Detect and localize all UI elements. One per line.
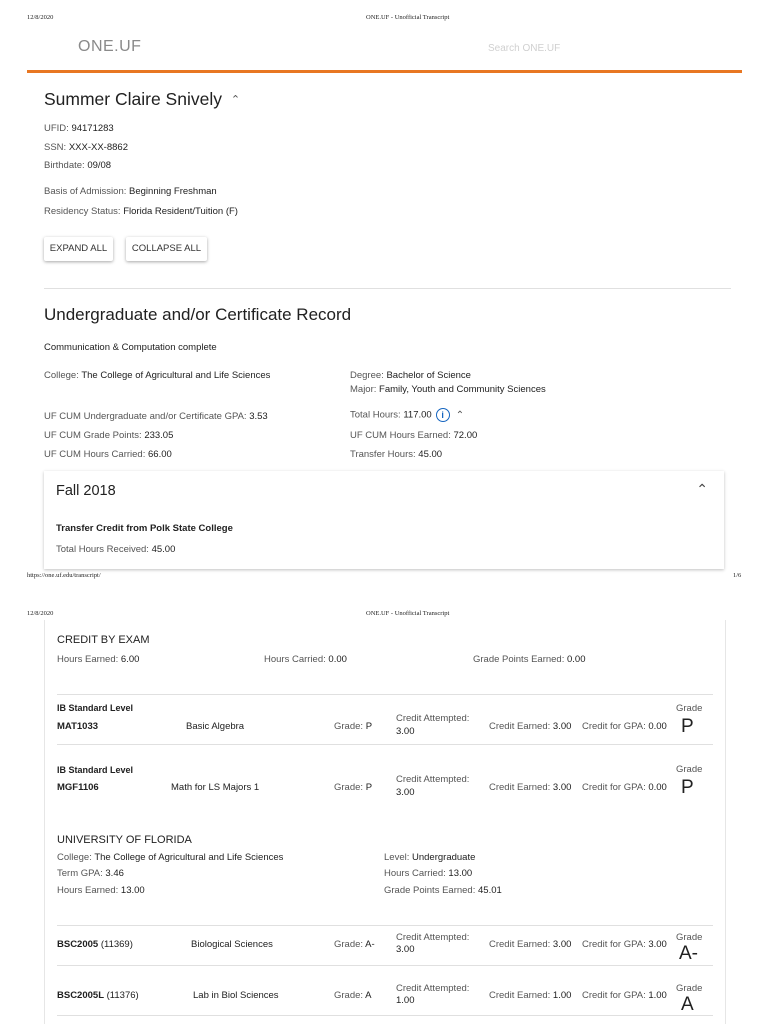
uf-college-value: The College of Agricultural and Life Sciences (94, 852, 284, 863)
total-hours-value: 117.00 (403, 409, 432, 421)
student-name-text: Summer Claire Snively (44, 89, 222, 109)
credit-earned-label: Credit Earned: (489, 990, 551, 1001)
exam-section-title: CREDIT BY EXAM (57, 634, 150, 646)
birthdate-row (44, 160, 111, 171)
total-hours-received-row (56, 544, 175, 555)
print-url: https://one.uf.edu/transcript/ (27, 572, 101, 579)
credit-attempted-label: Credit Attempted: (396, 932, 470, 943)
exam-hours-carried-label: Hours Carried: (264, 654, 326, 665)
ssn-row (44, 142, 128, 153)
uf-grade-points-label: Grade Points Earned: (384, 885, 476, 896)
uf-hours-earned-value: 13.00 (120, 885, 145, 896)
credit-gpa-value: 0.00 (648, 782, 667, 793)
chevron-up-icon[interactable]: ⌃ (696, 481, 708, 497)
print-date: 12/8/2020 (27, 610, 54, 617)
course-id: (11369) (100, 939, 133, 950)
total-hours-received-value: 45.00 (151, 544, 176, 555)
grade-value: P (365, 782, 373, 793)
total-hours-received-label: Total Hours Received: (56, 544, 149, 555)
college-row (44, 370, 270, 381)
credit-attempted-value: 3.00 (396, 944, 415, 955)
ssn-value: XXX-XX-8862 (68, 142, 128, 153)
divider (57, 694, 713, 695)
divider (57, 925, 713, 926)
credit-gpa-label: Credit for GPA: (582, 721, 646, 732)
credit-earned-value: 3.00 (552, 782, 572, 793)
cum-gpa-row (44, 411, 268, 422)
uf-section-title: UNIVERSITY OF FLORIDA (57, 834, 192, 846)
degree-value: Bachelor of Science (386, 370, 471, 381)
exam-hours-earned-label: Hours Earned: (57, 654, 119, 665)
expand-all-button[interactable]: EXPAND ALL (44, 237, 113, 261)
basis-row (44, 186, 217, 197)
grade-label: Grade: (334, 782, 364, 793)
chevron-up-icon[interactable]: ⌃ (230, 94, 241, 106)
credit-earned-label: Credit Earned: (489, 939, 551, 950)
residency-label: Residency Status: (44, 206, 121, 217)
cum-hours-earned-value: 72.00 (453, 430, 478, 441)
exam-hours-earned-value: 6.00 (120, 654, 140, 665)
grade-header: Grade (676, 983, 703, 994)
credit-attempted-label: Credit Attempted: (396, 774, 470, 785)
transfer-hours-row (350, 449, 442, 460)
divider (57, 744, 713, 745)
term-card-fall-2018 (44, 471, 724, 569)
credit-attempted-label: Credit Attempted: (396, 713, 470, 724)
collapse-all-button[interactable]: COLLAPSE ALL (126, 237, 207, 261)
credit-earned-label: Credit Earned: (489, 782, 551, 793)
uf-hours-carried-value: 13.00 (448, 868, 473, 879)
birthdate-value: 09/08 (87, 160, 112, 171)
course-code: MAT1033 (57, 721, 99, 732)
student-name[interactable] (44, 89, 240, 110)
term-title[interactable]: Fall 2018 (56, 483, 116, 499)
print-page: 1/6 (733, 572, 742, 579)
cum-hours-carried-value: 66.00 (148, 449, 172, 460)
transfer-source: Transfer Credit from Polk State College (56, 523, 233, 534)
major-value: Family, Youth and Community Sciences (379, 384, 546, 395)
course-id: (11376) (106, 990, 139, 1001)
college-value: The College of Agricultural and Life Sciences (81, 370, 271, 381)
cum-grade-points-value: 233.05 (144, 430, 174, 441)
residency-value: Florida Resident/Tuition (F) (123, 206, 238, 217)
grade-label: Grade: (334, 990, 364, 1001)
course-name: Basic Algebra (186, 721, 245, 732)
credit-attempted-value: 1.00 (396, 995, 415, 1006)
cum-grade-points-label: UF CUM Grade Points: (44, 430, 142, 441)
ufid-row (44, 123, 114, 134)
print-doc-title: ONE.UF - Unofficial Transcript (366, 14, 450, 21)
course-row[interactable] (57, 927, 713, 965)
record-title: Undergraduate and/or Certificate Record (44, 305, 352, 324)
credit-earned-value: 3.00 (552, 939, 572, 950)
course-code: BSC2005L (57, 990, 104, 1001)
grade-header: Grade (676, 764, 703, 775)
credit-gpa-label: Credit for GPA: (582, 939, 646, 950)
uf-hours-carried-label: Hours Carried: (384, 868, 446, 879)
credit-earned-value: 1.00 (552, 990, 572, 1001)
cum-gpa-value: 3.53 (249, 411, 268, 422)
comm-status: Communication & Computation complete (44, 342, 217, 353)
credit-gpa-value: 1.00 (648, 990, 667, 1001)
credit-earned-label: Credit Earned: (489, 721, 551, 732)
birthdate-label: Birthdate: (44, 160, 85, 171)
uf-grade-points-value: 45.01 (478, 885, 502, 896)
cum-hours-earned-label: UF CUM Hours Earned: (350, 430, 451, 441)
total-hours-label: Total Hours: (350, 409, 401, 421)
course-name: Lab in Biol Sciences (193, 990, 279, 1001)
grade-label: Grade: (334, 721, 364, 732)
uf-college-label: College: (57, 852, 92, 863)
credit-gpa-value: 0.00 (648, 721, 667, 732)
search-input[interactable]: Search ONE.UF (488, 43, 561, 54)
basis-label: Basis of Admission: (44, 186, 127, 197)
credit-attempted-value: 3.00 (396, 726, 415, 737)
uf-level-row (384, 852, 475, 863)
uf-term-gpa-row (57, 868, 124, 879)
major-label: Major: (350, 384, 377, 395)
uf-hours-earned-label: Hours Earned: (57, 885, 119, 896)
course-source: IB Standard Level (57, 703, 134, 713)
course-source: IB Standard Level (57, 765, 134, 775)
grade-value: P (365, 721, 373, 732)
basis-value: Beginning Freshman (129, 186, 217, 197)
credit-gpa-label: Credit for GPA: (582, 782, 646, 793)
cum-grade-points-row (44, 430, 173, 441)
course-code: MGF1106 (57, 782, 99, 793)
print-date: 12/8/2020 (27, 14, 54, 21)
credit-gpa-label: Credit for GPA: (582, 990, 646, 1001)
grade-header: Grade (676, 932, 703, 943)
divider (57, 965, 713, 966)
course-name: Math for LS Majors 1 (171, 782, 260, 793)
print-doc-title: ONE.UF - Unofficial Transcript (366, 610, 450, 617)
ufid-value: 94171283 (71, 123, 114, 134)
grade-header: Grade (676, 703, 703, 714)
grade-large: A- (679, 943, 698, 964)
degree-row (350, 370, 471, 381)
exam-grade-points-row (473, 654, 586, 665)
course-code: BSC2005 (57, 939, 99, 950)
transfer-hours-label: Transfer Hours: (350, 449, 416, 460)
uf-term-gpa-label: Term GPA: (57, 868, 103, 879)
credit-attempted-value: 3.00 (396, 787, 415, 798)
brand-logo[interactable]: ONE.UF (78, 38, 142, 55)
exam-grade-points-label: Grade Points Earned: (473, 654, 565, 665)
transfer-hours-value: 45.00 (418, 449, 443, 460)
header-accent-bar (27, 70, 742, 73)
course-row[interactable] (57, 977, 713, 1015)
exam-grade-points-value: 0.00 (567, 654, 586, 665)
uf-hours-earned-row (57, 885, 145, 896)
uf-hours-carried-row (384, 868, 472, 879)
grade-large: A (681, 994, 694, 1015)
credit-earned-value: 3.00 (552, 721, 572, 732)
cum-hours-earned-row (350, 430, 477, 441)
grade-large: P (681, 716, 694, 737)
grade-large: P (681, 777, 694, 798)
major-row (350, 384, 546, 395)
total-hours-row (350, 408, 464, 422)
course-row[interactable] (57, 756, 713, 804)
credit-attempted-label: Credit Attempted: (396, 983, 470, 994)
divider (57, 1015, 713, 1016)
credit-gpa-value: 3.00 (648, 939, 667, 950)
residency-row (44, 206, 238, 217)
exam-hours-carried-value: 0.00 (328, 654, 347, 665)
course-name: Biological Sciences (191, 939, 273, 950)
degree-label: Degree: (350, 370, 384, 381)
cum-hours-carried-label: UF CUM Hours Carried: (44, 449, 146, 460)
exam-hours-earned-row (57, 654, 139, 665)
cum-gpa-label: UF CUM Undergraduate and/or Certificate GPA: (44, 411, 247, 422)
uf-grade-points-row (384, 885, 502, 896)
uf-term-gpa-value: 3.46 (105, 868, 124, 879)
uf-level-label: Level: (384, 852, 410, 863)
chevron-up-icon[interactable]: ⌃ (455, 409, 465, 421)
ufid-label: UFID: (44, 123, 69, 134)
course-row[interactable] (57, 696, 713, 744)
info-icon[interactable]: i (436, 408, 450, 422)
grade-value: A- (365, 939, 375, 950)
exam-hours-carried-row (264, 654, 347, 665)
ssn-label: SSN: (44, 142, 67, 153)
grade-value: A (365, 990, 372, 1001)
divider (44, 288, 731, 289)
cum-hours-carried-row (44, 449, 172, 460)
college-label: College: (44, 370, 79, 381)
uf-level-value: Undergraduate (412, 852, 476, 863)
grade-label: Grade: (334, 939, 364, 950)
uf-college-row (57, 852, 283, 863)
